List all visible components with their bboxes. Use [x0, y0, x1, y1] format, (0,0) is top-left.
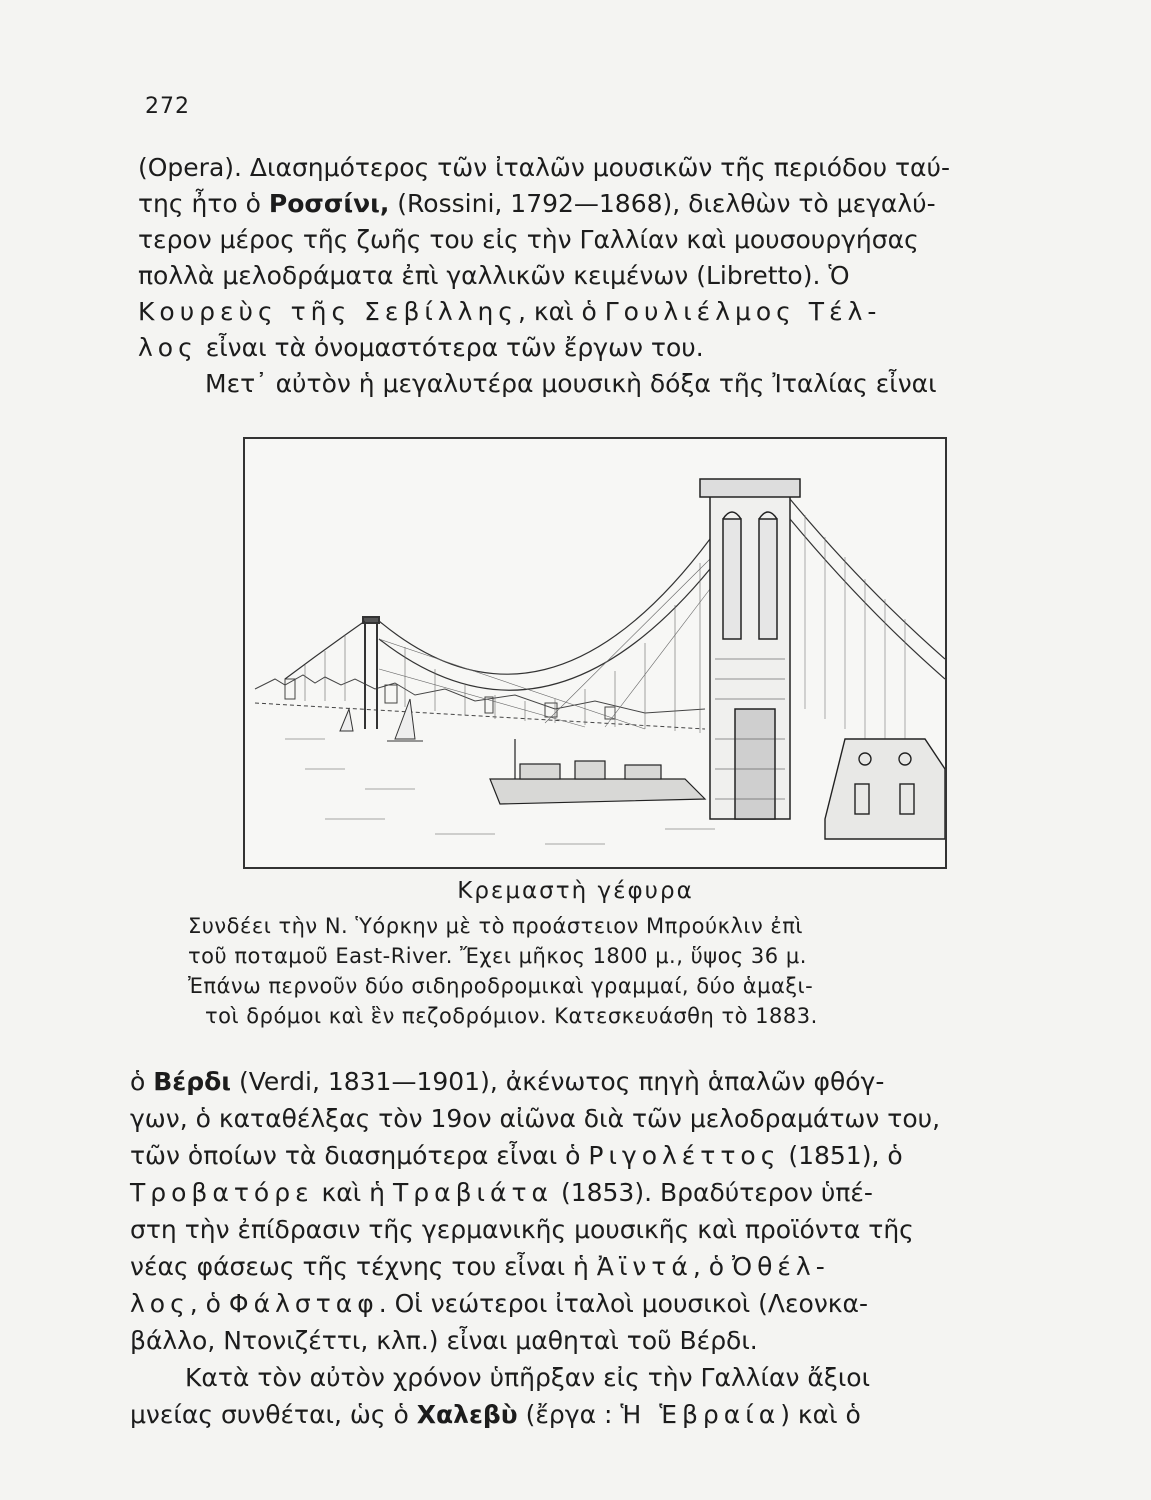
- para1-line5: Κουρεὺς τῆς Σεβίλλης, καὶ ὁ Γουλιέλμος Τέλ-: [138, 297, 882, 326]
- figure-caption-line4: τοὶ δρόμοι καὶ ἓν πεζοδρόμιον. Κατεσκευάσθη τὸ 1883.: [205, 1004, 818, 1028]
- para1-line4: πολλὰ μελοδράματα ἐπὶ γαλλικῶν κειμένων (Libretto). Ὁ: [138, 261, 850, 290]
- para2-line1: ὁ Βέρδι (Verdi, 1831—1901), ἀκένωτος πηγὴ ἁπαλῶν φθόγ-: [130, 1067, 885, 1096]
- para2-line7: λος, ὁ Φάλσταφ. Οἱ νεώτεροι ἰταλοὶ μουσικοὶ (Λεονκα-: [130, 1289, 869, 1318]
- figure-caption-line1: Συνδέει τὴν Ν. Ὑόρκην μὲ τὸ προάστειον Μπρούκλιν ἐπὶ: [188, 914, 804, 938]
- para1-line6: λος εἶναι τὰ ὀνομαστότερα τῶν ἔργων του.: [138, 333, 704, 362]
- para2-line2: γων, ὁ καταθέλξας τὸν 19ον αἰῶνα διὰ τῶν μελοδραμάτων του,: [130, 1104, 941, 1133]
- halevy-name: Χαλεβὺ: [416, 1400, 518, 1429]
- work-title: Τραβιάτα: [392, 1178, 554, 1207]
- para1-line7: Μετ᾽ αὐτὸν ἡ μεγαλυτέρα μουσικὴ δόξα τῆς Ἰταλίας εἶναι: [205, 369, 937, 398]
- para2-line6: νέας φάσεως τῆς τέχνης του εἶναι ἡ Ἀϊντά, ὁ Ὀθέλ-: [130, 1252, 830, 1281]
- bridge-illustration: [243, 437, 947, 869]
- verdi-name: Βέρδι: [153, 1067, 232, 1096]
- work-title: Φάλσταφ: [228, 1289, 379, 1318]
- para1-line3: τερον μέρος τῆς ζωῆς του εἰς τὴν Γαλλίαν καὶ μουσουργήσας: [138, 225, 919, 254]
- work-title: Ἀϊντά: [596, 1252, 693, 1281]
- figure-caption-line3: Ἐπάνω περνοῦν δύο σιδηροδρομικαὶ γραμμαί, δύο ἁμαξι-: [188, 974, 814, 998]
- para1-line1: (Opera). Διασημότερος τῶν ἰταλῶν μουσικῶν τῆς περιόδου ταύ-: [138, 153, 951, 182]
- rossini-name: Ροσσίνι,: [268, 189, 390, 218]
- figure-title: Κρεμαστὴ γέφυρα: [457, 878, 694, 904]
- work-title: Γουλιέλμος Τέλ-: [604, 297, 882, 326]
- work-title: Τροβατόρε: [130, 1178, 314, 1207]
- para2-line8: βάλλο, Ντονιζέττι, κλπ.) εἶναι μαθηταὶ τοῦ Βέρδι.: [130, 1326, 758, 1355]
- work-title: Ὀθέλ-: [732, 1252, 830, 1281]
- para1-line2: της ἦτο ὁ Ροσσίνι, (Rossini, 1792—1868), διελθὼν τὸ μεγαλύ-: [138, 189, 936, 218]
- page-number: 272: [145, 94, 190, 119]
- work-title: Ἡ Ἑβραία: [620, 1400, 781, 1429]
- para2-line4: Τροβατόρε καὶ ἡ Τραβιάτα (1853). Βραδύτερον ὑπέ-: [130, 1178, 873, 1207]
- work-title: Κουρεὺς τῆς Σεβίλλης: [138, 297, 518, 326]
- para2-line5: στη τὴν ἐπίδρασιν τῆς γερμανικῆς μουσικῆς καὶ προϊόντα τῆς: [130, 1215, 914, 1244]
- para2-line3: τῶν ὁποίων τὰ διασημότερα εἶναι ὁ Ριγολέττος (1851), ὁ: [130, 1141, 903, 1170]
- para3-line1: Κατὰ τὸν αὐτὸν χρόνον ὑπῆρξαν εἰς τὴν Γαλλίαν ἄξιοι: [185, 1363, 871, 1392]
- figure-caption-line2: τοῦ ποταμοῦ East-River. Ἔχει μῆκος 1800 μ., ὕψος 36 μ.: [188, 944, 807, 968]
- work-title: Ριγολέττος: [588, 1141, 781, 1170]
- para3-line2: μνείας συνθέται, ὡς ὁ Χαλεβὺ (ἔργα : Ἡ Ἑβραία) καὶ ὁ: [130, 1400, 861, 1429]
